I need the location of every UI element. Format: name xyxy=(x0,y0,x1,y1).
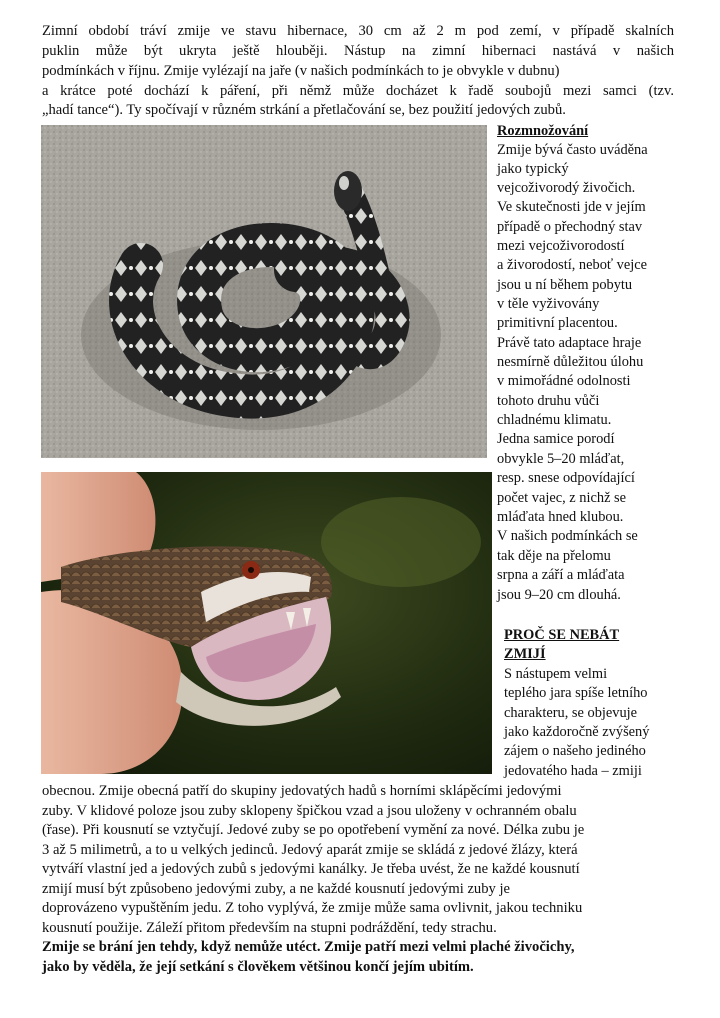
why-line: teplého jara spíše letního xyxy=(504,685,648,701)
top-paragraph-line: podmínkách v říjnu. Zmije vylézají na jaře (v našich podmínkách to je obvykle v dubnu) xyxy=(42,63,560,79)
reproduction-line: jsou 9–20 cm dlouhá. xyxy=(497,587,621,603)
reproduction-line: chladnému klimatu. xyxy=(497,412,612,428)
top-paragraph-line: „hadí tance“). Ty spočívají v různém strkání a přetlačování se, bez použití jedových zubů. xyxy=(42,102,566,118)
reproduction-line: primitivní placentou. xyxy=(497,315,618,331)
bottom-paragraph-line: doprovázeno vypuštěním jedu. Z toho vyplývá, že zmije může sama ovlivnit, jakou techniku xyxy=(42,900,583,916)
reproduction-line: srpna a září a mláďata xyxy=(497,567,625,583)
bold-conclusion-line: Zmije se brání jen tehdy, když nemůže utéct. Zmije patří mezi velmi plaché živočichy, xyxy=(42,939,575,955)
reproduction-line: v těle vyživovány xyxy=(497,296,600,312)
reproduction-line: vejcoživorodý živočich. xyxy=(497,180,636,196)
why-line: zájem o našeho jediného xyxy=(504,743,646,759)
reproduction-line: tohoto druhu vůči xyxy=(497,393,600,409)
why-heading-line1: PROČ SE NEBÁT xyxy=(504,627,620,643)
top-paragraph-line: a krátce poté dochází k páření, při němž může docházet k řadě soubojů mezi samci (tzv. xyxy=(42,83,674,99)
reproduction-line: mezi vejcoživorodostí xyxy=(497,238,625,254)
bottom-paragraph-line: 3 až 5 milimetrů, a to u velkých jedinců. Jedový aparát zmije se skládá z jedové žlázy, která xyxy=(42,842,578,858)
reproduction-line: jako typický xyxy=(497,161,569,177)
reproduction-line: Právě tato adaptace hraje xyxy=(497,335,642,351)
bottom-paragraph-line: (řase). Při kousnutí se vztyčují. Jedové zuby se po opotřebení vymění za nové. Délka zubu je xyxy=(42,822,585,838)
reproduction-line: tak děje na přelomu xyxy=(497,548,611,564)
reproduction-heading: Rozmnožování xyxy=(497,123,589,139)
why-line: jako každoročně zvýšený xyxy=(504,724,650,740)
reproduction-line: jsou u ní během pobytu xyxy=(497,277,633,293)
reproduction-line: počet vajec, z nichž se xyxy=(497,490,627,506)
bottom-paragraph-line: kousnutí použije. Záleží přitom především na stupni podráždění, tedy strachu. xyxy=(42,920,497,936)
why-heading-line2: ZMIJÍ xyxy=(504,646,546,662)
why-line: charakteru, se objevuje xyxy=(504,705,638,721)
bottom-paragraph-line: zmijí musí být způsobeno jedovými zuby, a ne každé kousnutí jedovými zuby je xyxy=(42,881,510,897)
reproduction-line: Ve skutečnosti jde v jejím xyxy=(497,199,646,215)
adder-fangs-photo xyxy=(41,472,492,774)
bottom-paragraph-line: vytváří vlastní jed a jedových zubů s jedovými kanálky. Je třeba uvést, že ne každé kousnutí xyxy=(42,861,580,877)
reproduction-line: nesmírně důležitou úlohu xyxy=(497,354,644,370)
reproduction-line: obvykle 5–20 mláďat, xyxy=(497,451,625,467)
reproduction-line: V našich podmínkách se xyxy=(497,528,638,544)
adder-coiled-photo xyxy=(41,125,487,458)
reproduction-line: Zmije bývá často uváděna xyxy=(497,142,648,158)
reproduction-line: Jedna samice porodí xyxy=(497,431,615,447)
top-paragraph-line: Zimní období tráví zmije ve stavu hibernace, 30 cm až 2 m pod zemí, v případě skalních xyxy=(42,23,674,39)
reproduction-line: v mimořádné odolnosti xyxy=(497,373,631,389)
reproduction-line: mláďata hned klubou. xyxy=(497,509,624,525)
why-line: jedovatého hada – zmiji xyxy=(504,763,642,779)
bottom-paragraph-line: obecnou. Zmije obecná patří do skupiny jedovatých hadů s horními sklápěcími jedovými xyxy=(42,783,562,799)
reproduction-line: případě o přechodný stav xyxy=(497,219,643,235)
top-paragraph-line: puklin může být ukryta ještě hlouběji. Nástup na zimní hibernaci nastává v našich xyxy=(42,43,674,59)
reproduction-line: resp. snese odpovídající xyxy=(497,470,635,486)
why-line: S nástupem velmi xyxy=(504,666,608,682)
reproduction-line: a živorodostí, neboť vejce xyxy=(497,257,648,273)
bold-conclusion-line: jako by věděla, že její setkání s člověkem většinou končí jejím ubitím. xyxy=(42,959,474,975)
bottom-paragraph-line: zuby. V klidové poloze jsou zuby sklopeny špičkou vzad a jsou uloženy v ochranném obalu xyxy=(42,803,577,819)
